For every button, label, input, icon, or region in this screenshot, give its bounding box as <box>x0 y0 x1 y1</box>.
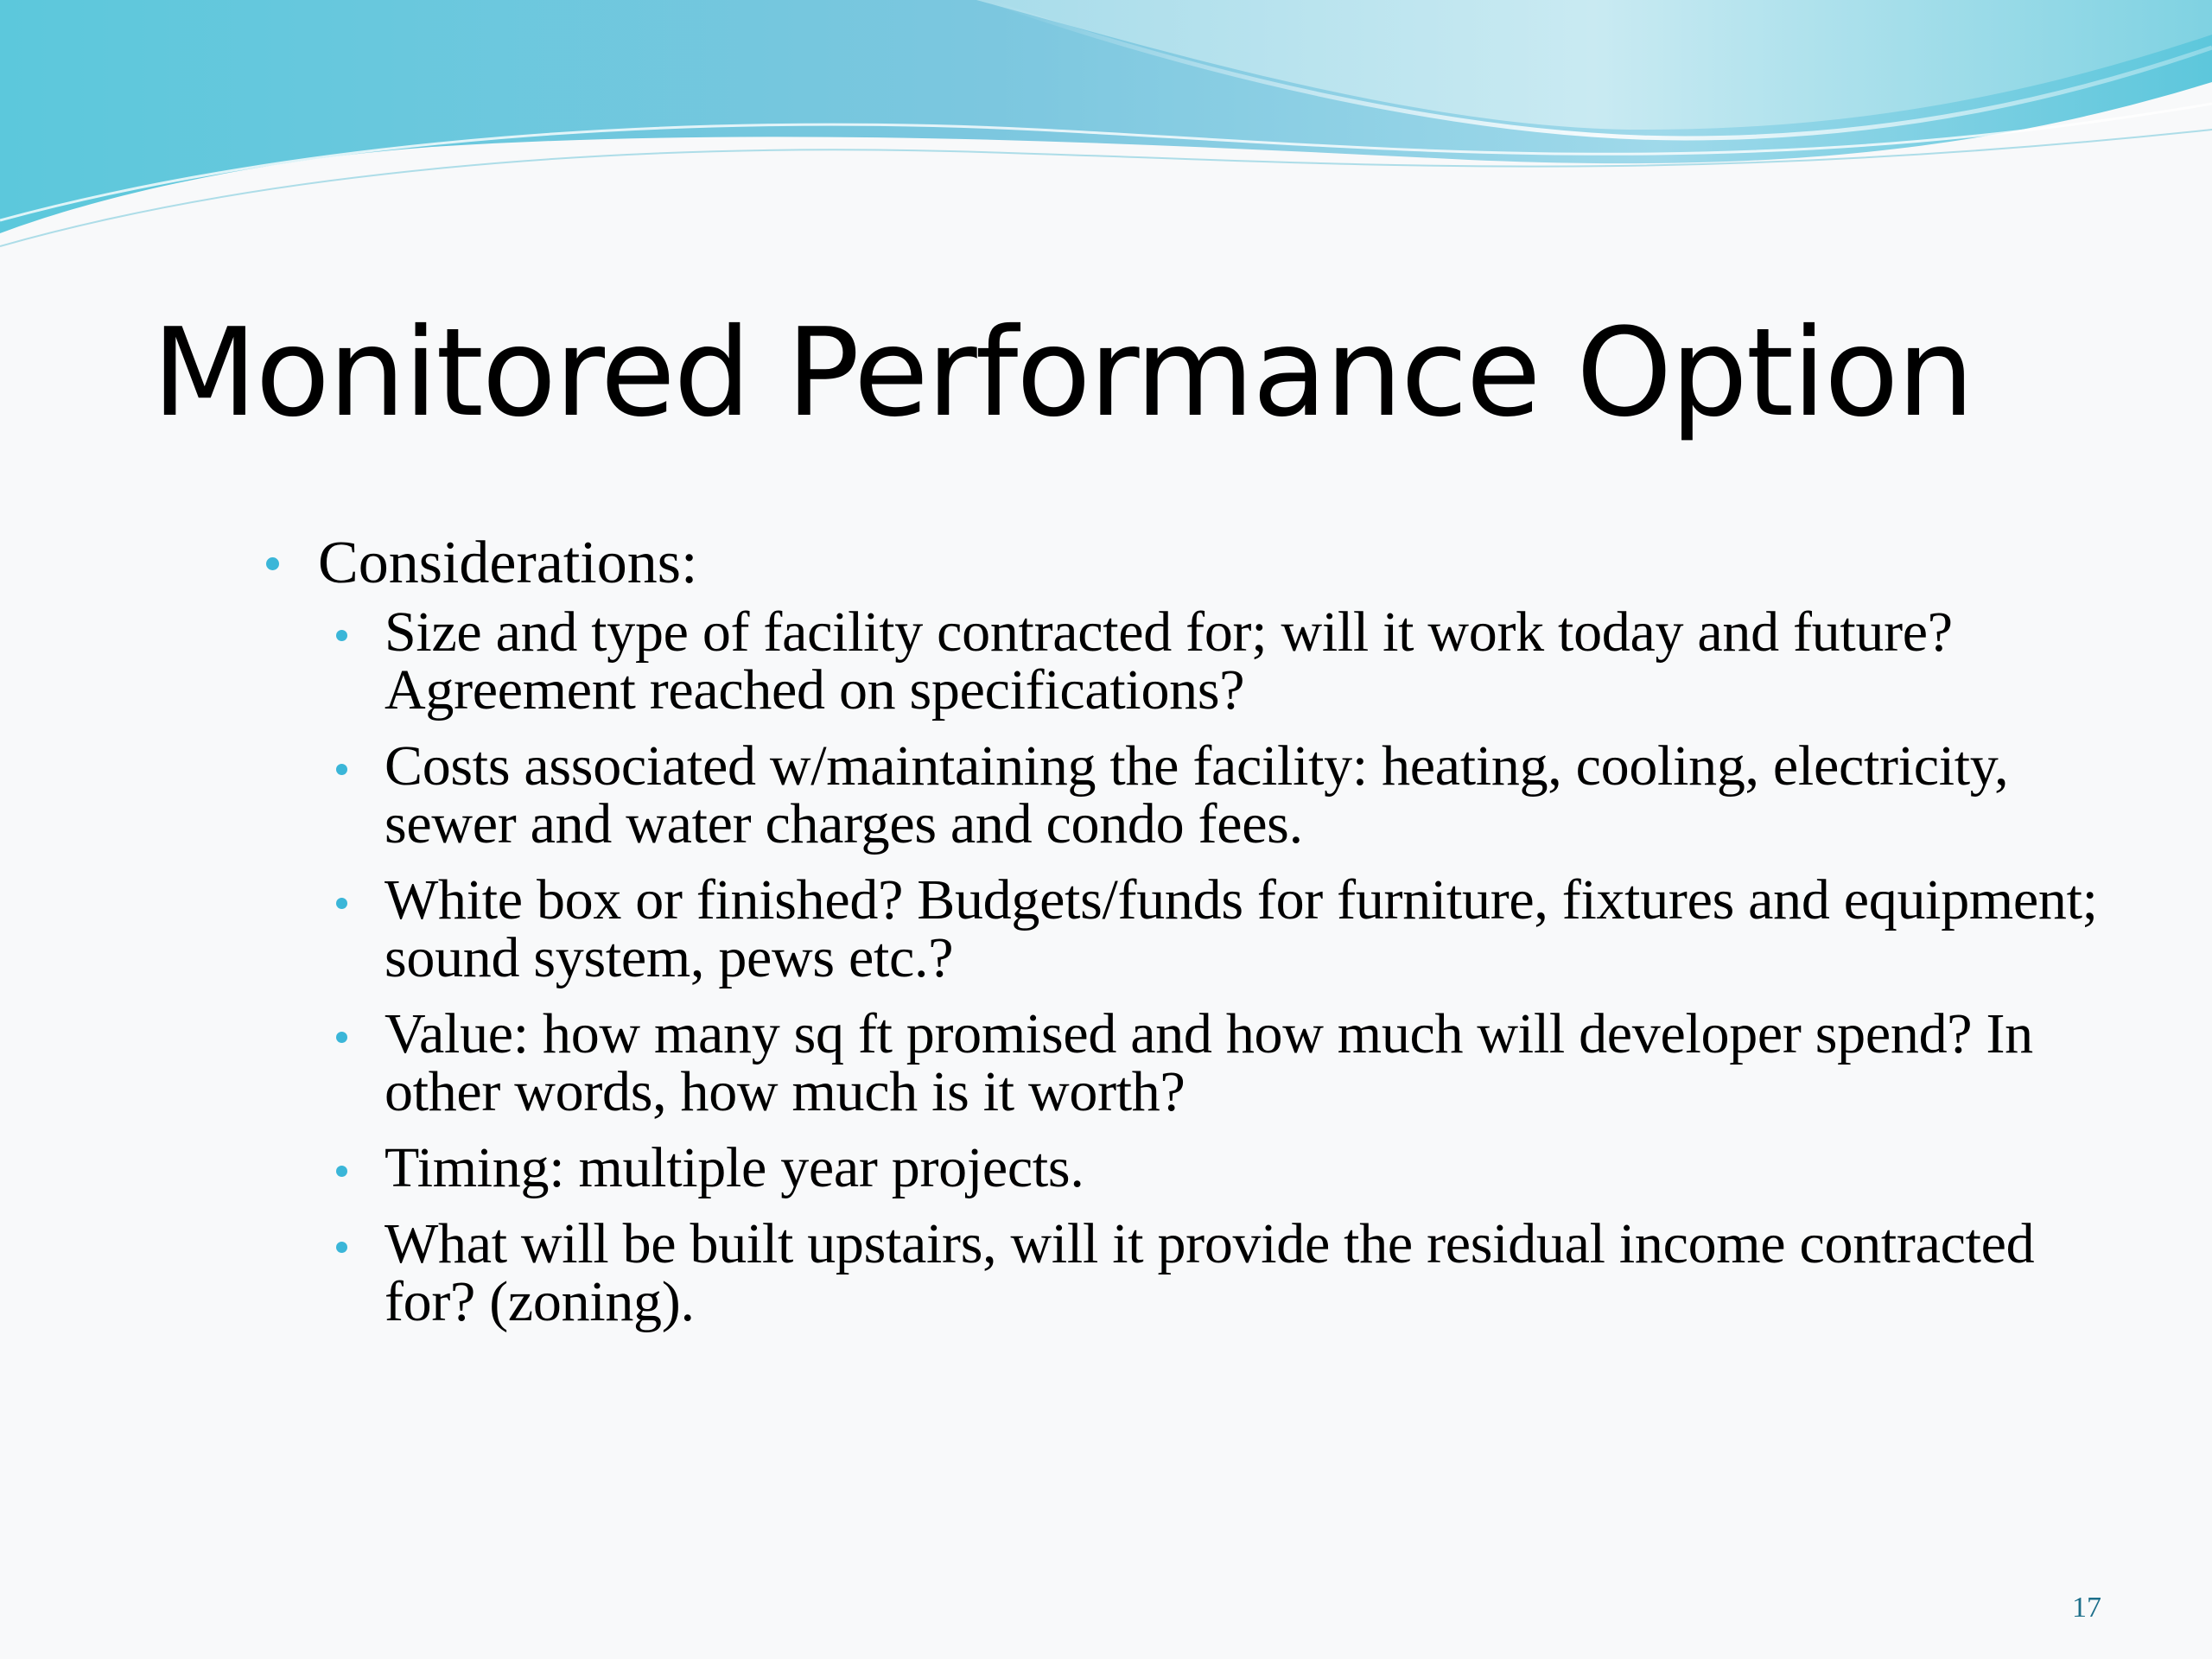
sub-bullet-item <box>251 734 2108 855</box>
bullet-level1-considerations <box>251 529 2108 598</box>
bullet-text: Considerations: <box>318 530 698 596</box>
bullet-dot-icon <box>266 557 279 570</box>
sub-bullet-text: White box or finished? Budgets/funds for furniture, fixtures and equipment; sound system, pews etc.? <box>385 868 2098 989</box>
bullet-content <box>251 529 2108 1349</box>
sub-bullet-item <box>251 603 2108 719</box>
decorative-wave-header <box>0 0 2212 259</box>
bullet-dot-icon <box>336 1166 347 1177</box>
sub-bullet-item <box>251 868 2108 989</box>
bullet-dot-icon <box>336 1032 347 1043</box>
sub-bullet-text: What will be built upstairs, will it provide the residual income contracted for? (zoning). <box>385 1212 2035 1333</box>
bullet-dot-icon <box>336 898 347 909</box>
sub-bullet-item <box>251 1136 2108 1199</box>
sub-bullet-text: Size and type of facility contracted for; will it work today and future? Agreement reached on specifications? <box>385 601 1953 721</box>
sub-bullet-item <box>251 1212 2108 1333</box>
sub-bullet-text: Costs associated w/maintaining the facility: heating, cooling, electricity, sewer and water charges and condo fees. <box>385 734 2009 855</box>
bullet-dot-icon <box>336 764 347 775</box>
sub-bullet-item <box>251 1002 2108 1123</box>
bullet-dot-icon <box>336 630 347 641</box>
slide-number: 17 <box>2072 1592 2101 1624</box>
sub-bullet-list <box>251 603 2108 1331</box>
bullet-dot-icon <box>336 1242 347 1253</box>
sub-bullet-text: Timing: multiple year projects. <box>385 1136 1084 1199</box>
sub-bullet-text: Value: how many sq ft promised and how much will developer spend? In other words, how much is it worth? <box>385 1002 2033 1123</box>
slide-title: Monitored Performance Option <box>152 302 1973 444</box>
